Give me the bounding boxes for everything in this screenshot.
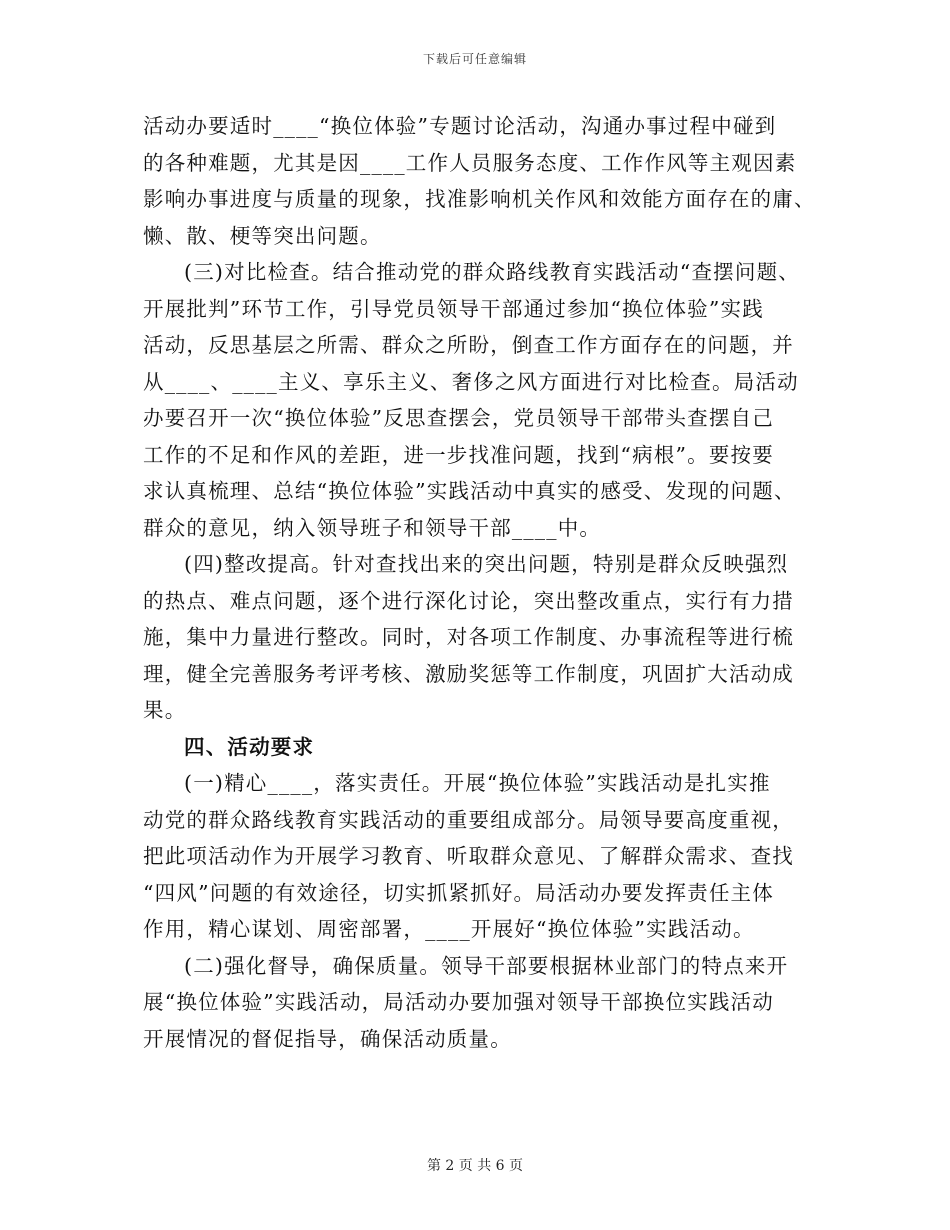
document-body — [143, 108, 816, 1057]
body-line: 活动办要适时____“换位体验”专题讨论活动，沟通办事过程中碰到 — [143, 114, 777, 138]
body-line: 办要召开一次“换位体验”反思查摆会，党员领导干部带头查摆自己 — [143, 406, 774, 430]
body-line: 求认真梳理、总结“换位体验”实践活动中真实的感受、发现的问题、 — [143, 479, 796, 503]
body-line: “四风”问题的有效途径，切实抓紧抓好。局活动办要发挥责任主体 — [143, 880, 774, 905]
body-line: 懒、散、梗等突出问题。 — [143, 223, 382, 248]
paragraph-start-line: (一)精心____，落实责任。开展“换位体验”实践活动是扎实推 — [184, 771, 771, 795]
page-number-footer: 第 2 页 共 6 页 — [426, 1158, 524, 1174]
body-line: 理，健全完善服务考评考核、激励奖惩等工作制度，巩固扩大活动成 — [143, 661, 794, 686]
paragraph-start-line: (三)对比检查。结合推动党的群众路线教育实践活动“查摆问题、 — [184, 260, 800, 284]
body-line: 果。 — [143, 698, 187, 722]
body-line: 动党的群众路线教育实践活动的重要组成部分。局领导要高度重视， — [143, 807, 794, 832]
page-header-note: 下载后可任意编辑 — [422, 52, 527, 66]
body-line: 活动，反思基层之所需、群众之所盼，倒查工作方面存在的问题，并 — [143, 333, 794, 357]
body-line: 工作的不足和作风的差距，进一步找准问题，找到“病根”。要按要 — [143, 442, 774, 467]
body-line: 施，集中力量进行整改。同时，对各项工作制度、办事流程等进行梳 — [143, 625, 794, 649]
body-line: 影响办事进度与质量的现象，找准影响机关作风和效能方面存在的庸、 — [143, 187, 816, 211]
body-line: 的各种难题，尤其是因____工作人员服务态度、工作作风等主观因素 — [143, 150, 797, 175]
body-line: 作用，精心谋划、周密部署，____开展好“换位体验”实践活动。 — [143, 917, 755, 941]
paragraph-start-line: (四)整改提高。针对查找出来的突出问题，特别是群众反映强烈 — [184, 552, 789, 576]
body-line: 展“换位体验”实践活动，局活动办要加强对领导干部换位实践活动 — [143, 990, 774, 1014]
body-line: 把此项活动作为开展学习教育、听取群众意见、了解群众需求、查找 — [143, 844, 794, 868]
section-heading: 四、活动要求 — [184, 734, 315, 759]
body-line: 的热点、难点问题，逐个进行深化讨论，突出整改重点，实行有力措 — [143, 588, 794, 613]
body-line: 开展情况的督促指导，确保活动质量。 — [143, 1026, 512, 1051]
paragraph-start-line: (二)强化督导，确保质量。领导干部要根据林业部门的特点来开 — [184, 953, 789, 978]
body-line: 群众的意见，纳入领导班子和领导干部____中。 — [143, 515, 602, 540]
body-line: 从____、____主义、享乐主义、奢侈之风方面进行对比检查。局活动 — [143, 369, 799, 394]
body-line: 开展批判”环节工作，引导党员领导干部通过参加“换位体验”实践 — [143, 296, 764, 321]
